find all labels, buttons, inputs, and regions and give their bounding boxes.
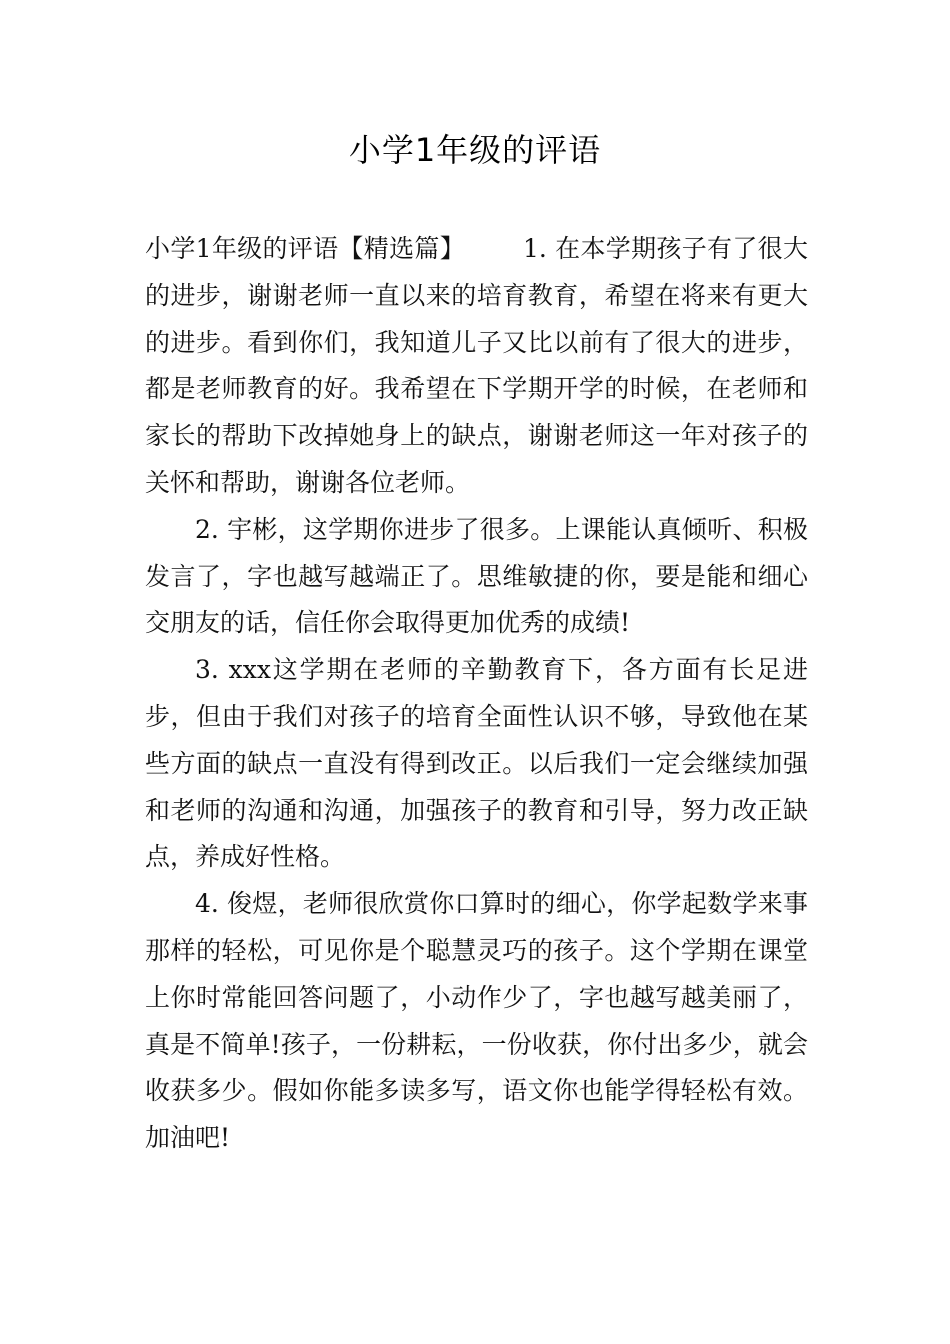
paragraph-2: 2. 宇彬，这学期你进步了很多。上课能认真倾听、积极发言了，字也越写越端正了。思维敏捷的你，要是能和细心交朋友的话，信任你会取得更加优秀的成绩! — [145, 514, 808, 638]
paragraph-3: 3. xxx这学期在老师的辛勤教育下，各方面有长足进步，但由于我们对孩子的培育全面性认识不够，导致他在某些方面的缺点一直没有得到改正。以后我们一定会继续加强和老师的沟通和沟通，加强孩子的教育和引导，努力改正缺点，养成好性格。 — [145, 655, 808, 872]
paragraph-1-text: 1. 在本学期孩子有了很大的进步，谢谢老师一直以来的培育教育，希望在将来有更大的进步。看到你们，我知道儿子又比以前有了很大的进步，都是老师教育的好。我希望在下学期开学的时候，在老师和家长的帮助下改掉她身上的缺点，谢谢老师这一年对孩子的关怀和帮助，谢谢各位老师。 — [145, 234, 808, 497]
paragraph-4: 4. 俊煜，老师很欣赏你口算时的细心，你学起数学来事那样的轻松，可见你是个聪慧灵巧的孩子。这个学期在课堂上你时常能回答问题了，小动作少了，字也越写越美丽了，真是不简单!孩子，一份耕耘，一份收获，你付出多少，就会收获多少。假如你能多读多写，语文你也能学得轻松有效。加油吧! — [145, 889, 808, 1153]
paragraph-1 — [145, 226, 808, 507]
document-body — [145, 226, 808, 1162]
document-title: 小学1年级的评语 — [348, 131, 602, 169]
section-heading: 小学1年级的评语【精选篇】 — [145, 234, 466, 263]
